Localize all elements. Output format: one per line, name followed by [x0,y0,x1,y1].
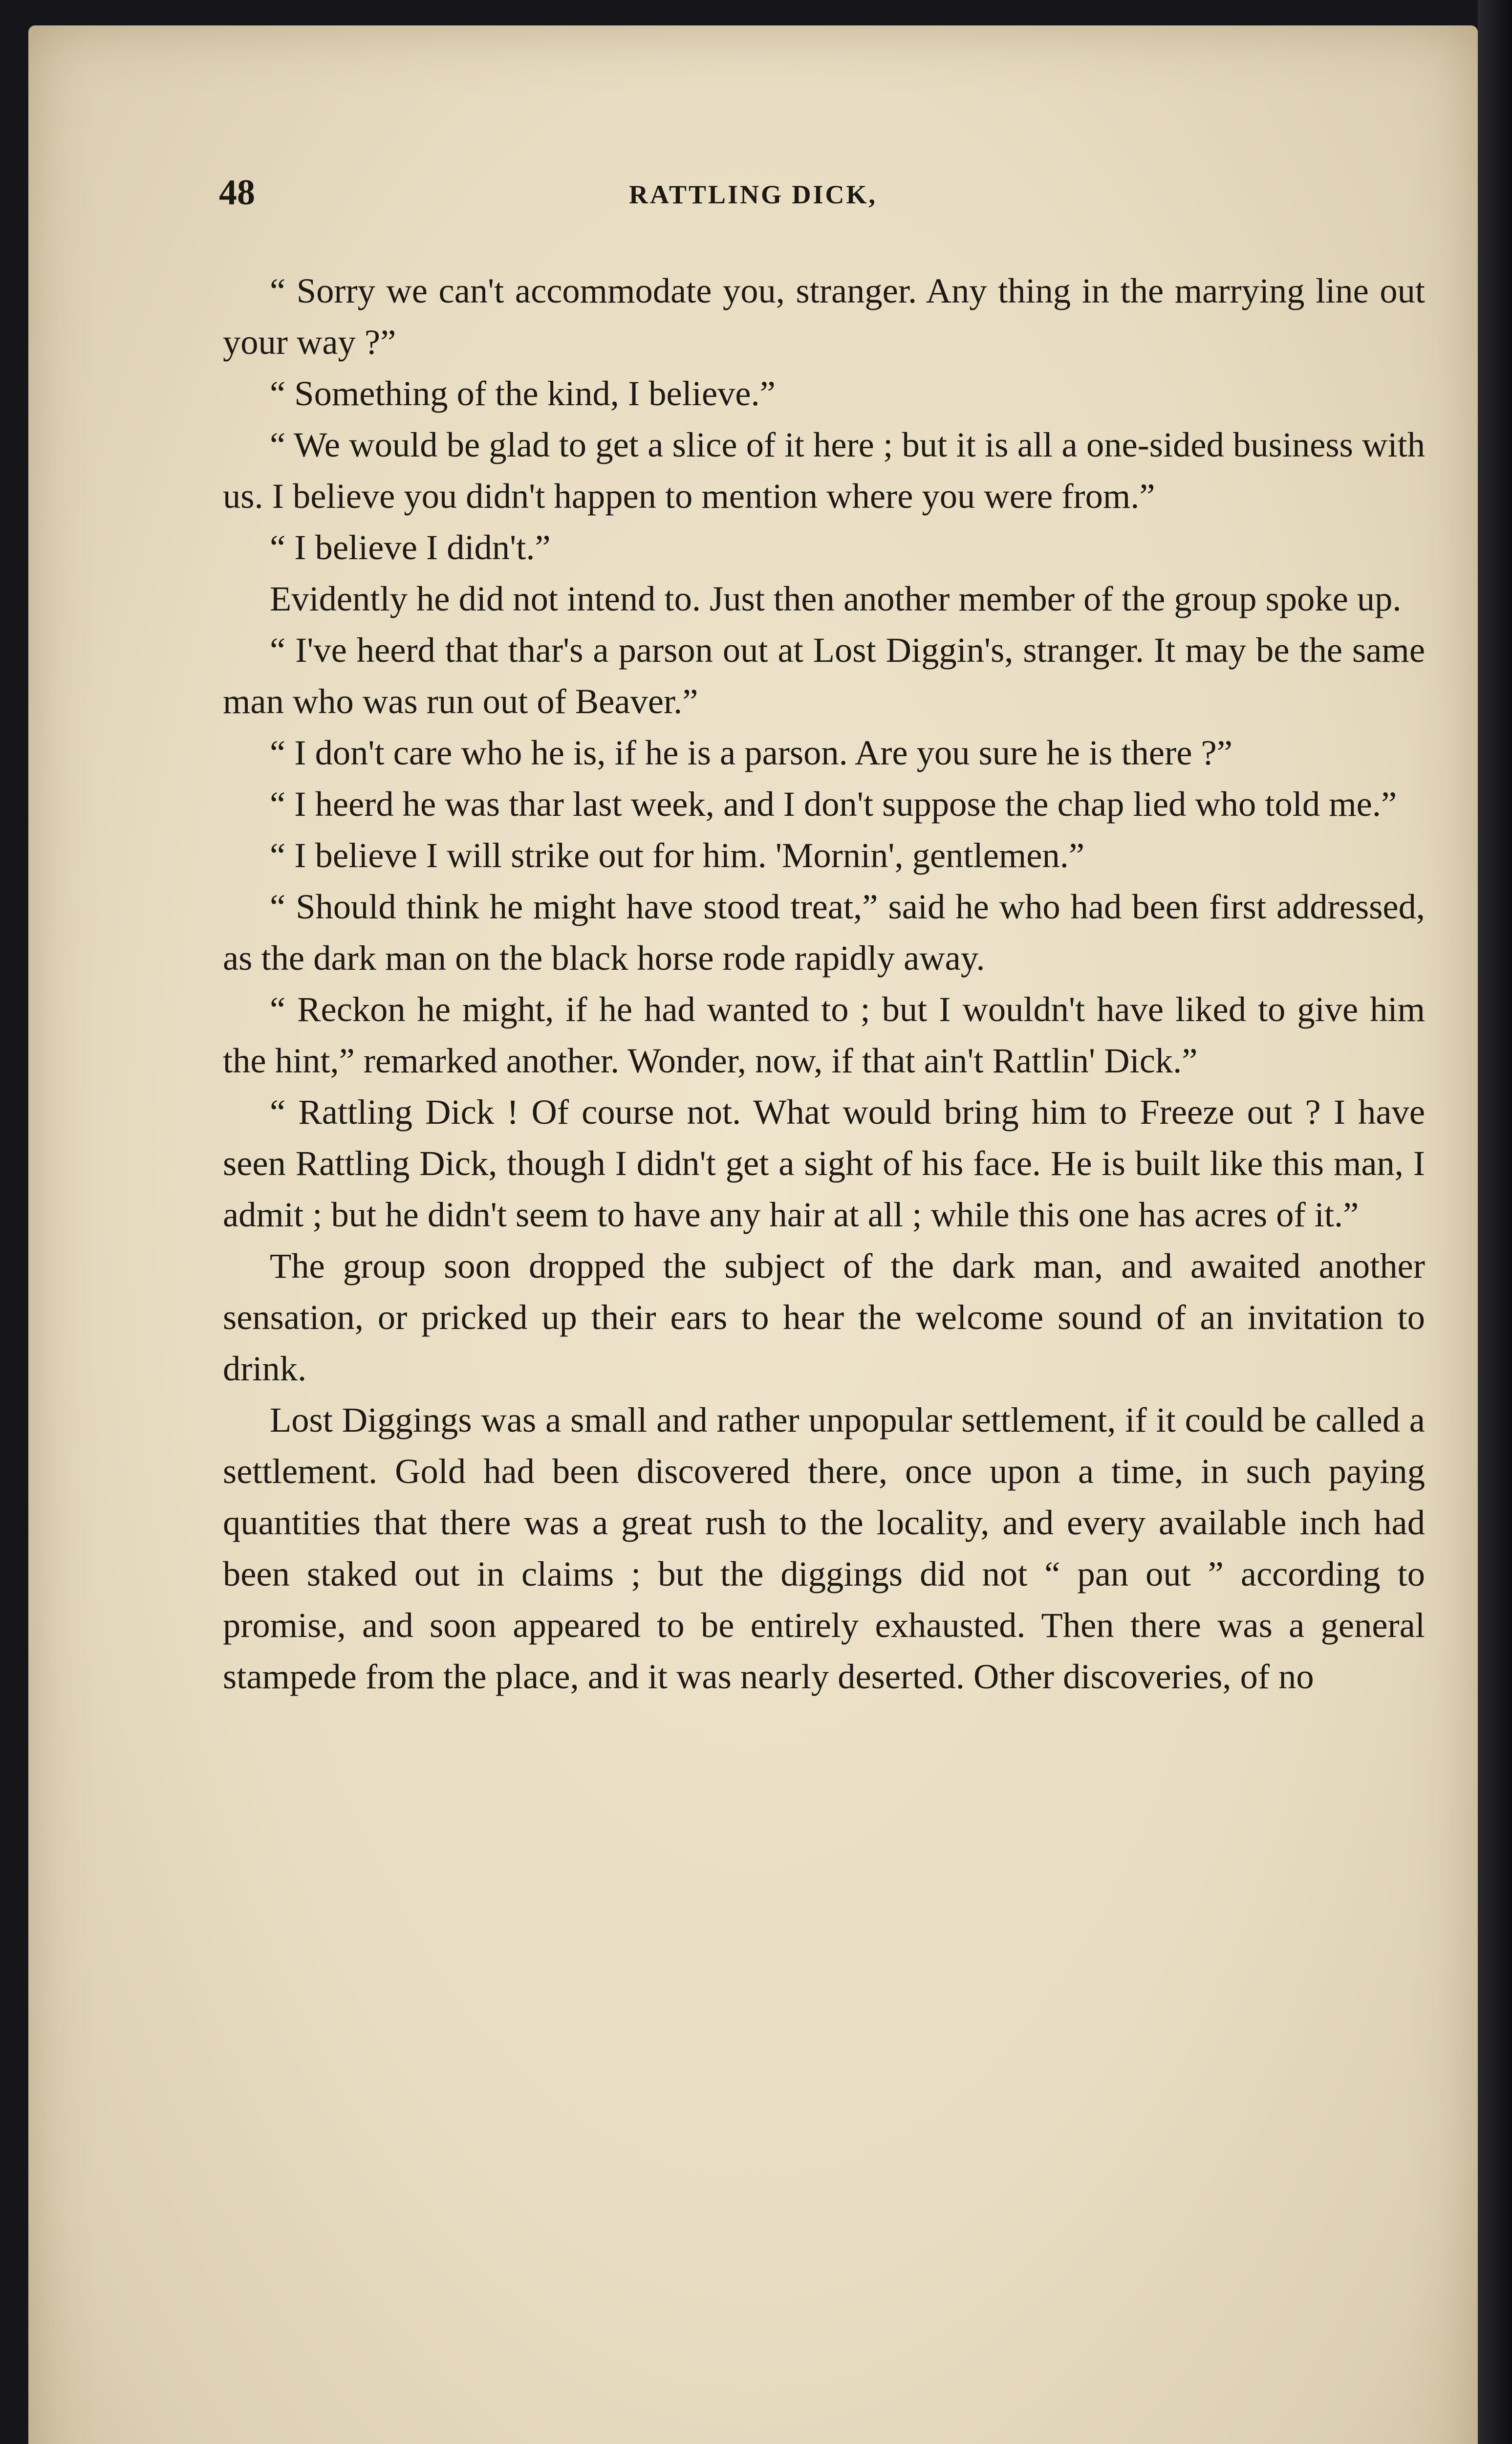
page-header [28,25,1478,280]
paragraph: “ I believe I didn't.” [270,527,551,567]
paragraph: “ Sorry we can't accommodate you, stranger. Any thing in the marrying line out your way ?” [223,271,1425,362]
page-number: 48 [219,173,255,213]
paragraph: “ We would be glad to get a slice of it here ; but it is all a one-sided business with us. I believe you didn't happen to mention where you were from.” [223,425,1425,516]
paragraph: The group soon dropped the subject of the dark man, and awaited another sensation, or pricked up their ears to hear the welcome sound of an invitation to drink. [223,1246,1425,1388]
book-page [28,25,1478,2444]
paragraph: Evidently he did not intend to. Just then another member of the group spoke up. [270,579,1402,618]
paragraph: “ Should think he might have stood treat,” said he who had been first addressed, as the dark man on the black horse rode rapidly away. [223,887,1425,978]
paragraph: “ Reckon he might, if he had wanted to ; but I wouldn't have liked to give him the hint,” remarked another. Wonder, now, if that ain't Rattlin' Dick.” [223,989,1425,1080]
paragraph: Lost Diggings was a small and rather unpopular settlement, if it could be called a settlement. Gold had been discovered there, once upon a time, in such paying quantities that there was a great rush to the locality, and every available inch had been staked out in claims ; but the diggings did not “ pan out ” according to promise, and soon appeared to be entirely exhausted. Then there was a general stampede from the place, and it was nearly deserted. Other discoveries, of no [223,1400,1425,1696]
paragraph: “ I heerd he was thar last week, and I don't suppose the chap lied who told me.” [270,784,1397,824]
paragraph: “ I don't care who he is, if he is a parson. Are you sure he is there ?” [270,733,1232,772]
paragraph: “ Something of the kind, I believe.” [270,373,776,413]
paragraph: “ I believe I will strike out for him. 'Mornin', gentlemen.” [270,835,1085,875]
body-text [223,265,1425,1702]
book-spine-edge [1478,0,1512,2444]
running-head: RATTLING DICK, [628,180,878,209]
paragraph: “ I've heerd that thar's a parson out at Lost Diggin's, stranger. It may be the same man who was run out of Beaver.” [223,630,1425,721]
paragraph: “ Rattling Dick ! Of course not. What would bring him to Freeze out ? I have seen Rattling Dick, though I didn't get a sight of his face. He is built like this man, I admit ; but he didn't seem to have any hair at all ; while this one has acres of it.” [223,1092,1425,1234]
